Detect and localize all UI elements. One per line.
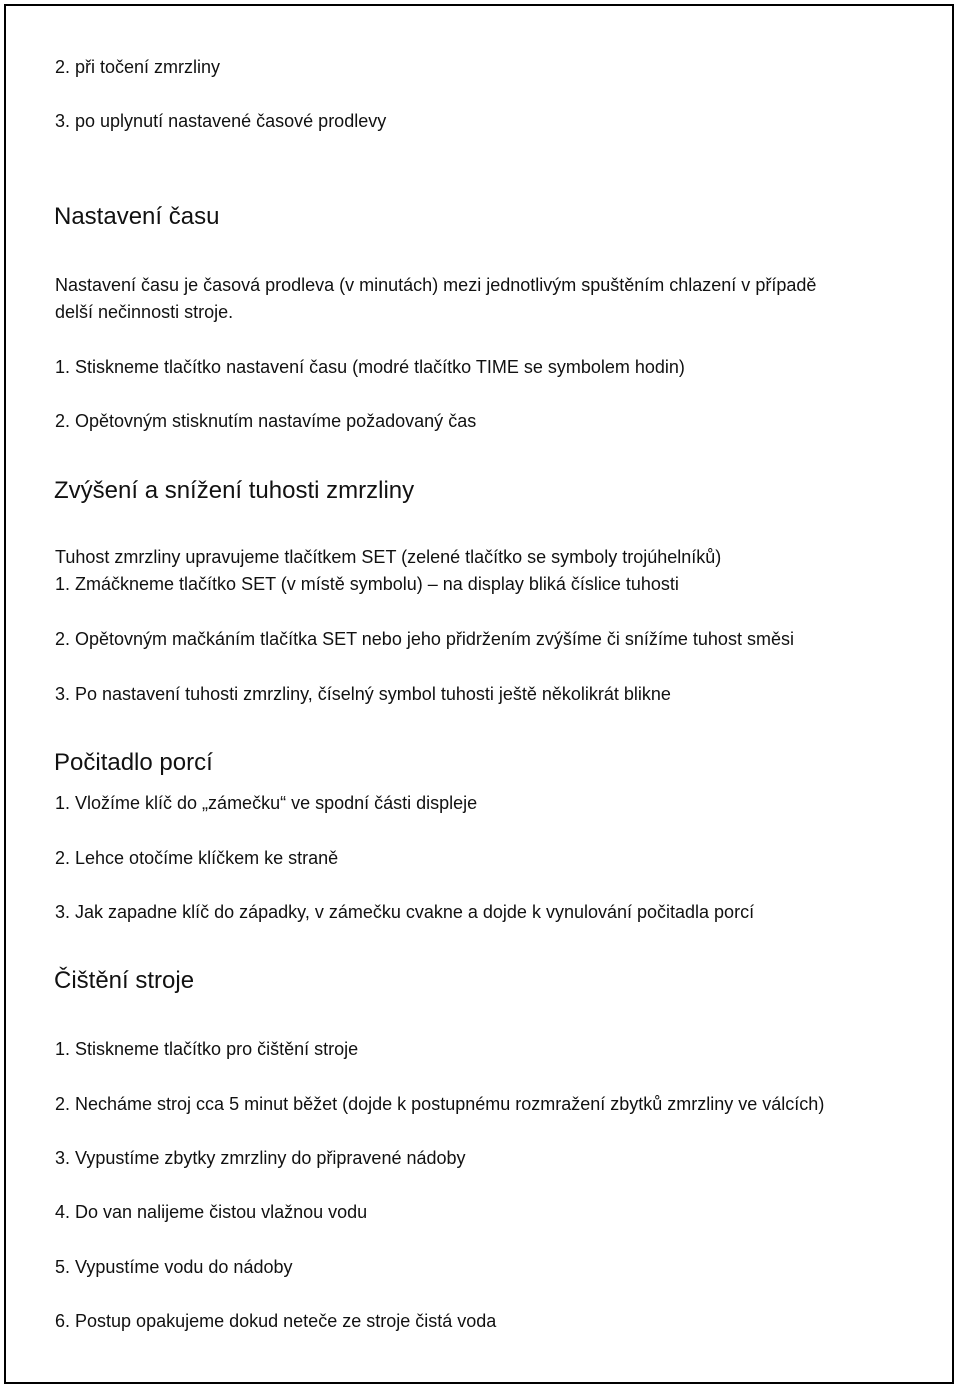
- paragraph-line: delší nečinnosti stroje.: [55, 302, 234, 322]
- paragraph-line: Nastavení času je časová prodleva (v minutách) mezi jednotlivým spuštěním chlazení v případě: [55, 275, 817, 295]
- list-item: 2. Necháme stroj cca 5 minut běžet (dojde k postupnému rozmražení zbytků zmrzliny ve válcích): [55, 1094, 825, 1114]
- list-item: 3. Po nastavení tuhosti zmrzliny, číselný symbol tuhosti ještě několikrát blikne: [55, 684, 671, 704]
- paragraph-line: Tuhost zmrzliny upravujeme tlačítkem SET (zelené tlačítko se symboly trojúhelníků): [55, 547, 722, 567]
- list-item: 2. Opětovným mačkáním tlačítka SET nebo jeho přidržením zvýšíme či snížíme tuhost směsi: [55, 629, 794, 649]
- list-item: 4. Do van nalijeme čistou vlažnou vodu: [55, 1202, 368, 1222]
- list-item: 1. Zmáčkneme tlačítko SET (v místě symbolu) – na display bliká číslice tuhosti: [55, 574, 679, 594]
- list-item: 2. při točení zmrzliny: [55, 57, 221, 77]
- section-heading: Počitadlo porcí: [54, 749, 213, 776]
- list-item: 3. Vypustíme zbytky zmrzliny do připravené nádoby: [55, 1148, 466, 1168]
- list-item: 3. Jak zapadne klíč do západky, v zámečku cvakne a dojde k vynulování počitadla porcí: [55, 902, 755, 922]
- section-heading: Nastavení času: [54, 203, 220, 230]
- list-item: 1. Stiskneme tlačítko pro čištění stroje: [55, 1039, 359, 1059]
- list-item: 5. Vypustíme vodu do nádoby: [55, 1257, 293, 1277]
- list-item: 1. Stiskneme tlačítko nastavení času (modré tlačítko TIME se symbolem hodin): [55, 357, 685, 377]
- list-item: 6. Postup opakujeme dokud neteče ze stroje čistá voda: [55, 1311, 497, 1331]
- section-heading: Čištění stroje: [54, 967, 195, 994]
- section-heading: Zvýšení a snížení tuhosti zmrzliny: [54, 477, 415, 504]
- list-item: 1. Vložíme klíč do „zámečku“ ve spodní části displeje: [55, 793, 478, 813]
- list-item: 2. Opětovným stisknutím nastavíme požadovaný čas: [55, 411, 477, 431]
- list-item: 3. po uplynutí nastavené časové prodlevy: [55, 111, 387, 131]
- list-item: 2. Lehce otočíme klíčkem ke straně: [55, 848, 339, 868]
